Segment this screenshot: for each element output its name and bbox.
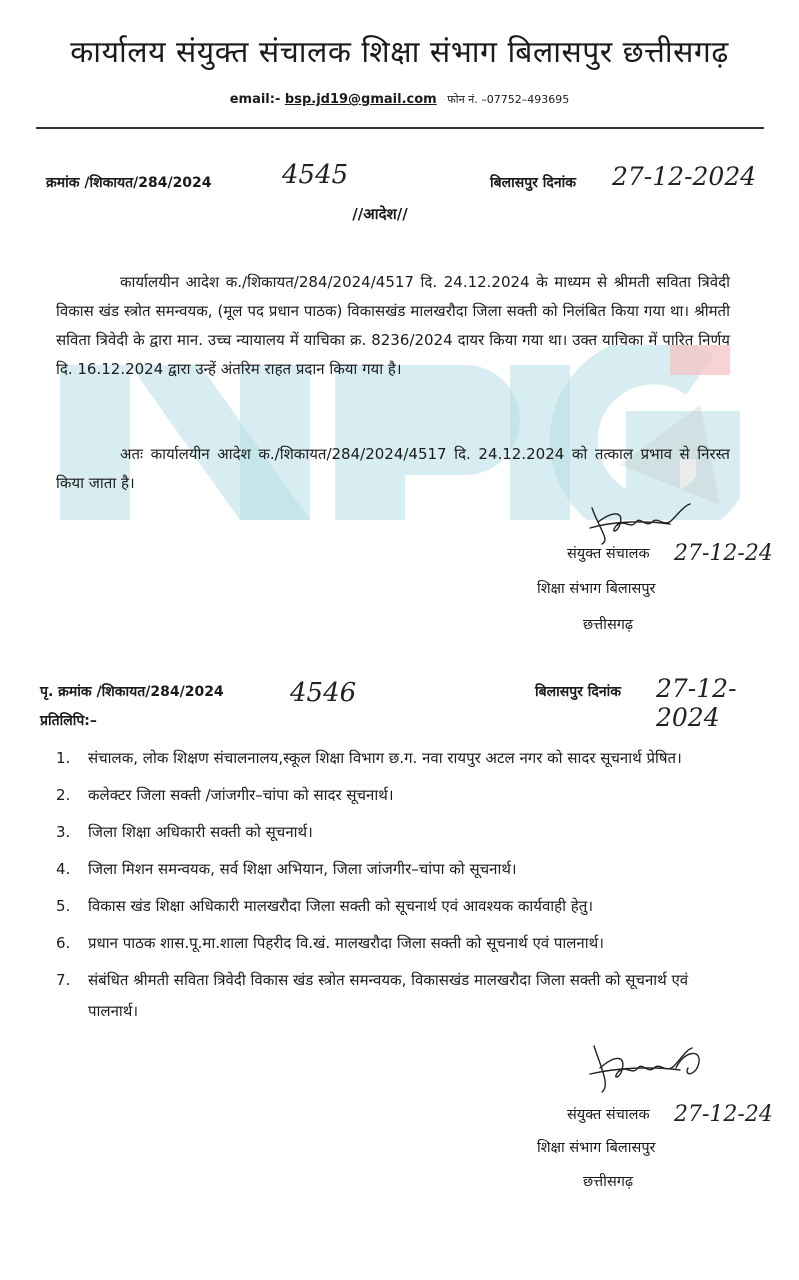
- email-link[interactable]: bsp.jd19@gmail.com: [284, 92, 437, 107]
- order-date-handwritten: 27-12-2024: [612, 162, 757, 191]
- endorsement-date-handwritten: 27-12-2024: [656, 674, 737, 732]
- list-item: 7. संबंधित श्रीमती सविता त्रिवेदी विकास खंड स्त्रोत समन्वयक, विकासखंड मालखरौदा जिला सक्ती को सूचनार्थ एवं पालनार्थ।: [56, 971, 689, 1020]
- letterhead-title: कार्यालय संयुक्त संचालक शिक्षा संभाग बिलासपुर छत्तीसगढ़: [70, 35, 729, 70]
- signature-1-date-handwritten: 27-12-24: [674, 541, 773, 566]
- signature-2-state: छत्तीसगढ़: [583, 1174, 634, 1190]
- phone-number: फोन नं. –07752–493695: [447, 93, 570, 106]
- list-item: 6. प्रधान पाठक शास.पू.मा.शाला पिहरीद वि.खं. मालखरौदा जिला सक्ती को सूचनार्थ एवं पालनार्थ।: [56, 934, 604, 952]
- header-divider: [36, 127, 764, 129]
- email-label: email:-: [229, 92, 281, 107]
- order-paragraph-2: अतः कार्यालयीन आदेश क./शिकायत/284/2024/4517 दि. 24.12.2024 को तत्काल प्रभाव से निरस्त किया जाता है।: [56, 445, 730, 492]
- signature-2-designation: संयुक्त संचालक: [567, 1107, 650, 1123]
- list-item: 3. जिला शिक्षा अधिकारी सक्ती को सूचनार्थ।: [56, 823, 313, 841]
- signature-2-office: शिक्षा संभाग बिलासपुर: [537, 1140, 656, 1156]
- list-item: 2. कलेक्टर जिला सक्ती /जांजगीर–चांपा को सादर सूचनार्थ।: [56, 786, 394, 804]
- copy-to-label: प्रतिलिपि:–: [40, 713, 97, 729]
- list-item: 1. संचालक, लोक शिक्षण संचालनालय,स्कूल शिक्षा विभाग छ.ग. नवा रायपुर अटल नगर को सादर सूचनार्थ प्रेषित।: [56, 749, 682, 767]
- signature-1-state: छत्तीसगढ़: [583, 617, 634, 633]
- signature-2-mark: [580, 1040, 710, 1100]
- letterhead-contact: [0, 92, 799, 107]
- order-reference: क्रमांक /शिकायत/284/2024: [46, 175, 212, 191]
- endorsement-reference: पृ. क्रमांक /शिकायत/284/2024: [40, 684, 224, 700]
- list-item: 5. विकास खंड शिक्षा अधिकारी मालखरौदा जिला सक्ती को सूचनार्थ एवं आवश्यक कार्यवाही हेतु।: [56, 897, 593, 915]
- signature-1-office: शिक्षा संभाग बिलासपुर: [537, 581, 656, 597]
- endorsement-place-date-label: बिलासपुर दिनांक: [535, 684, 621, 700]
- endorsement-ref-number-handwritten: 4546: [290, 678, 357, 708]
- list-item: 4. जिला मिशन समन्वयक, सर्व शिक्षा अभियान, जिला जांजगीर–चांपा को सूचनार्थ।: [56, 860, 517, 878]
- signature-2-date-handwritten: 27-12-24: [674, 1102, 773, 1127]
- order-paragraph-1: कार्यालयीन आदेश क./शिकायत/284/2024/4517 दि. 24.12.2024 के माध्यम से श्रीमती सविता त्रिवेदी विकास खंड स्त्रोत समन्वयक, (मूल पद प्रधान पाठक) विकासखंड मालखरौदा जिला सक्ती को निलंबित किया गया था। श्रीमती सविता त्रिवेदी के द्वारा मान. उच्च न्यायालय में याचिका क्र. 8236/2024 दायर किया गया था। उक्त याचिका में पारित निर्णय दि. 16.12.2024 द्वारा उन्हें अंतरिम राहत प्रदान किया गया है।: [56, 273, 730, 378]
- copy-to-list: [56, 743, 732, 1033]
- signature-1-designation: संयुक्त संचालक: [567, 546, 650, 562]
- order-place-date-label: बिलासपुर दिनांक: [490, 175, 576, 191]
- order-heading: //आदेश//: [352, 205, 408, 223]
- order-ref-number-handwritten: 4545: [282, 160, 349, 190]
